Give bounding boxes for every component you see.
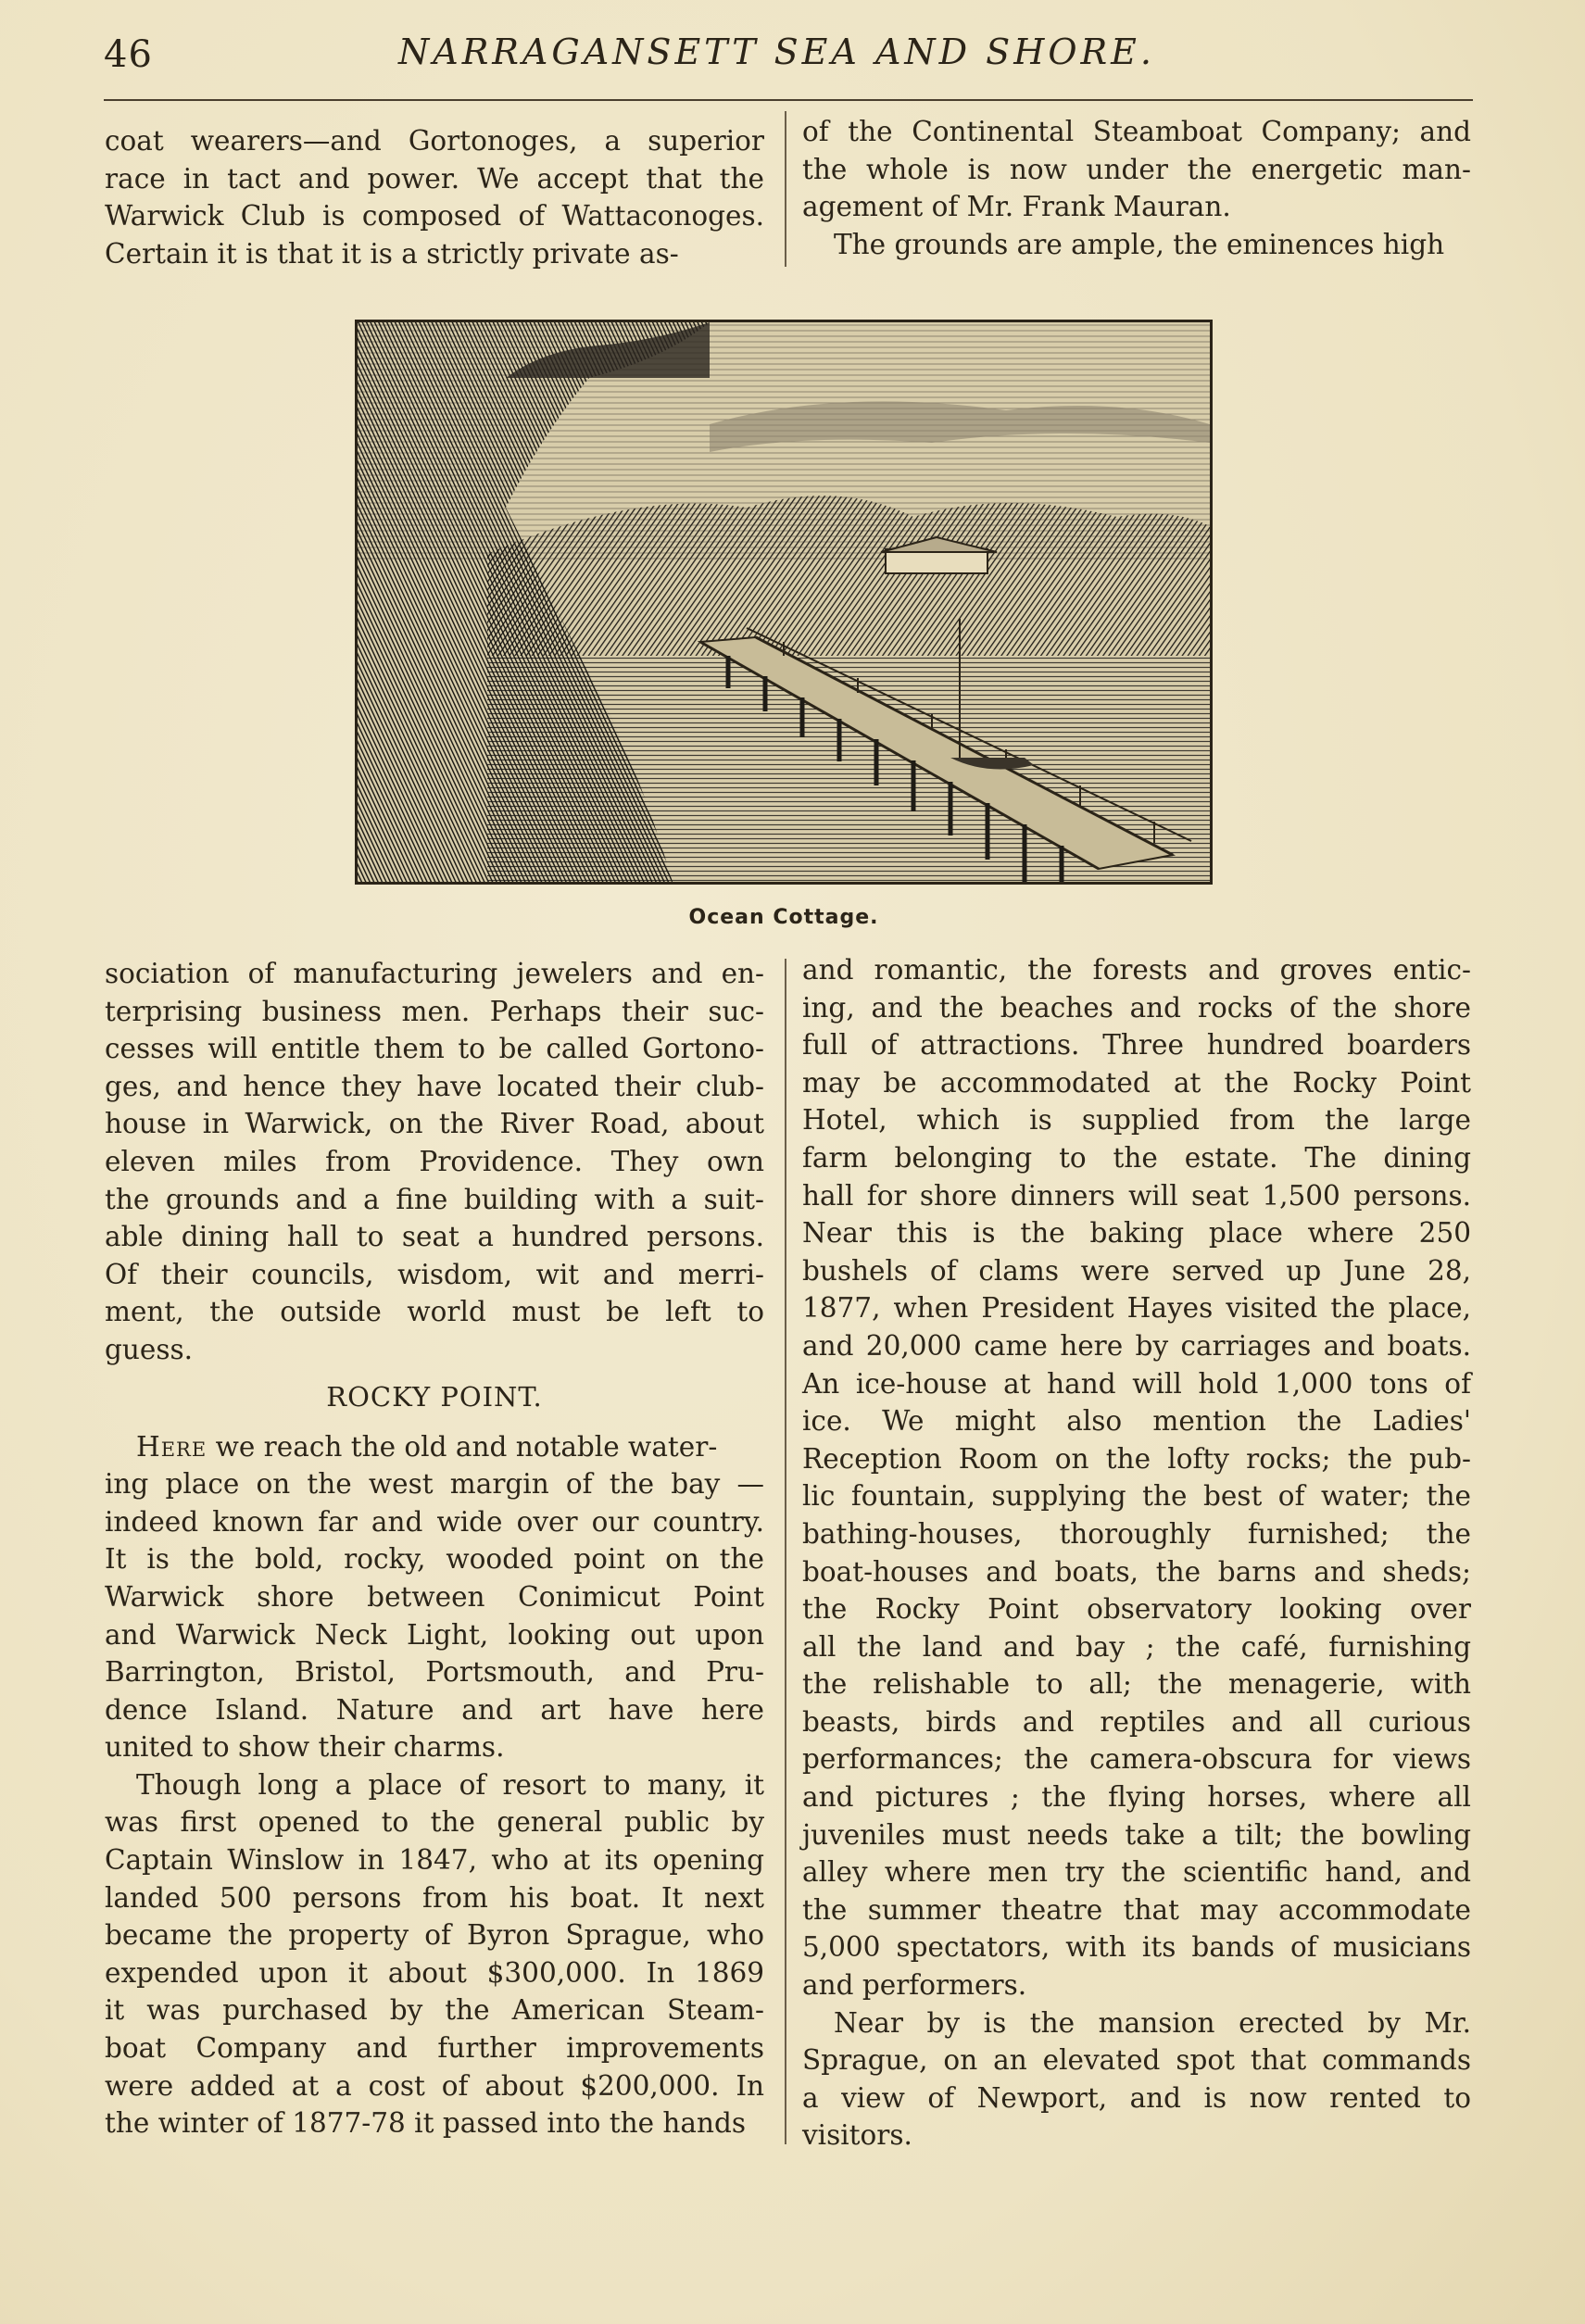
text-line: An ice-house at hand will hold 1,000 tons of xyxy=(802,1367,1471,1400)
text-line: may be accommodated at the Rocky Point xyxy=(802,1066,1471,1099)
top-left-text xyxy=(105,122,764,272)
bottom-column-divider xyxy=(785,959,786,2144)
text-line: Though long a place of resort to many, it xyxy=(136,1768,764,1801)
text-line: house in Warwick, on the River Road, about xyxy=(105,1108,764,1140)
text-line: the Rocky Point observatory looking over xyxy=(802,1593,1471,1626)
section-heading-rocky-point: ROCKY POINT. xyxy=(326,1380,543,1413)
text-line: and romantic, the forests and groves entic- xyxy=(802,954,1471,986)
text-line: and pictures ; the flying horses, where all xyxy=(802,1781,1471,1814)
text-line: Near this is the baking place where 250 xyxy=(802,1217,1471,1250)
text-line: a view of Newport, and is now rented to xyxy=(802,2081,1471,2114)
lead-line-rest: we reach the old and notable water- xyxy=(207,1430,718,1463)
text-line: farm belonging to the estate. The dining xyxy=(802,1141,1471,1174)
text-line: boat-houses and boats, the barns and sheds; xyxy=(802,1555,1471,1588)
bottom-right-paragraph-2 xyxy=(802,2004,1471,2154)
text-line: alley where men try the scientific hand, and xyxy=(802,1856,1471,1889)
engraving-illustration xyxy=(358,322,1210,882)
text-line: ing place on the west margin of the bay — xyxy=(105,1468,764,1501)
text-line: Warwick Club is composed of Wattaconoges. xyxy=(105,200,764,232)
bottom-left-paragraph-1 xyxy=(105,955,764,1369)
text-line: eleven miles from Providence. They own xyxy=(105,1145,764,1177)
text-line: the grounds and a fine building with a suit- xyxy=(105,1183,764,1215)
text-line: the winter of 1877-78 it passed into the hands xyxy=(105,2107,747,2140)
text-line: ges, and hence they have located their club- xyxy=(105,1070,764,1102)
top-left-column xyxy=(105,122,764,272)
bottom-left-column xyxy=(105,955,764,2142)
text-line: The grounds are ample, the eminences high xyxy=(834,228,1445,260)
text-line: agement of Mr. Frank Mauran. xyxy=(802,191,1231,223)
bottom-left-paragraph-2 xyxy=(105,1465,764,1766)
text-line: bathing-houses, thoroughly furnished; the xyxy=(802,1517,1471,1550)
bottom-right-paragraph-1 xyxy=(802,951,1471,2004)
text-line: juveniles must needs take a tilt; the bowling xyxy=(802,1818,1471,1851)
text-line: indeed known far and wide over our country. xyxy=(105,1505,764,1538)
text-line: all the land and bay ; the café, furnishing xyxy=(802,1630,1471,1663)
text-line: the relishable to all; the menagerie, with xyxy=(802,1668,1471,1701)
text-line: terprising business men. Perhaps their suc- xyxy=(105,995,764,1027)
text-line: the summer theatre that may accommodate xyxy=(802,1893,1471,1926)
engraving-ocean-cottage xyxy=(355,320,1213,885)
text-line: Warwick shore between Conimicut Point xyxy=(105,1580,764,1613)
header-rule xyxy=(104,99,1473,101)
text-line: Hotel, which is supplied from the large xyxy=(802,1104,1471,1137)
text-line: ing, and the beaches and rocks of the shore xyxy=(802,991,1471,1024)
text-line: cesses will entitle them to be called Gortono- xyxy=(105,1033,764,1065)
text-line: Sprague, on an elevated spot that commands xyxy=(802,2044,1471,2077)
engraving-tree-line xyxy=(487,496,1210,656)
text-line: bushels of clams were served up June 28, xyxy=(802,1254,1471,1287)
text-line: hall for shore dinners will seat 1,500 persons. xyxy=(802,1179,1471,1212)
page-number: 46 xyxy=(104,33,153,76)
text-line: race in tact and power. We accept that the xyxy=(105,162,764,195)
text-line: Barrington, Bristol, Portsmouth, and Pru- xyxy=(105,1656,764,1689)
text-line: was first opened to the general public by xyxy=(105,1806,764,1839)
top-right-column xyxy=(802,113,1471,263)
text-line: 5,000 spectators, with its bands of musicians xyxy=(802,1931,1471,1964)
text-line: coat wearers—and Gortonoges, a superior xyxy=(105,125,764,157)
text-line: 1877, when President Hayes visited the place, xyxy=(802,1292,1471,1325)
text-line: the whole is now under the energetic man- xyxy=(802,153,1471,185)
text-line: ment, the outside world must be left to xyxy=(105,1296,764,1328)
text-line: guess. xyxy=(105,1333,193,1365)
top-column-divider xyxy=(785,111,786,267)
text-line: lic fountain, supplying the best of water; the xyxy=(802,1480,1471,1513)
bottom-left-paragraph-3 xyxy=(105,1766,764,2142)
text-line: sociation of manufacturing jewelers and en- xyxy=(105,958,764,989)
text-line: united to show their charms. xyxy=(105,1731,505,1764)
text-line: expended upon it about $300,000. In 1869 xyxy=(105,1956,764,1989)
text-line: landed 500 persons from his boat. It next xyxy=(105,1881,764,1914)
running-title: NARRAGANSETT SEA AND SHORE. xyxy=(398,31,1155,72)
text-line: Near by is the mansion erected by Mr. xyxy=(834,2006,1471,2039)
top-right-paragraph-2 xyxy=(802,226,1471,264)
text-line: performances; the camera-obscura for views xyxy=(802,1743,1471,1776)
text-line: Of their councils, wisdom, wit and merri- xyxy=(105,1258,764,1290)
text-line: It is the bold, rocky, wooded point on the xyxy=(105,1543,764,1576)
text-line: and Warwick Neck Light, looking out upon xyxy=(105,1618,764,1651)
text-line: dence Island. Nature and art have here xyxy=(105,1693,764,1726)
bottom-right-column xyxy=(802,951,1471,2154)
text-line: Certain it is that it is a strictly private as- xyxy=(105,237,679,270)
text-line: boat Company and further improvements xyxy=(105,2032,764,2065)
text-line: ice. We might also mention the Ladies' xyxy=(802,1405,1471,1438)
text-line: able dining hall to seat a hundred persons. xyxy=(105,1221,764,1253)
text-line: beasts, birds and reptiles and all curious xyxy=(802,1705,1471,1738)
text-line: Captain Winslow in 1847, who at its opening xyxy=(105,1844,764,1877)
text-line: it was purchased by the American Steam- xyxy=(105,1994,764,2027)
text-line: full of attractions. Three hundred boarders xyxy=(802,1029,1471,1062)
text-line: of the Continental Steamboat Company; and xyxy=(802,116,1471,147)
rocky-point-lead-line xyxy=(105,1428,764,1466)
text-line: became the property of Byron Sprague, who xyxy=(105,1919,764,1952)
text-line: Reception Room on the lofty rocks; the pub- xyxy=(802,1442,1471,1475)
text-line: and 20,000 came here by carriages and boats. xyxy=(802,1329,1471,1362)
text-line: were added at a cost of about $200,000. In xyxy=(105,2069,764,2102)
top-right-paragraph-1 xyxy=(802,113,1471,226)
lead-word: Here xyxy=(136,1430,208,1463)
text-line: visitors. xyxy=(802,2119,912,2152)
figure-caption: Ocean Cottage. xyxy=(688,906,879,929)
text-line: and performers. xyxy=(802,1969,1027,2002)
